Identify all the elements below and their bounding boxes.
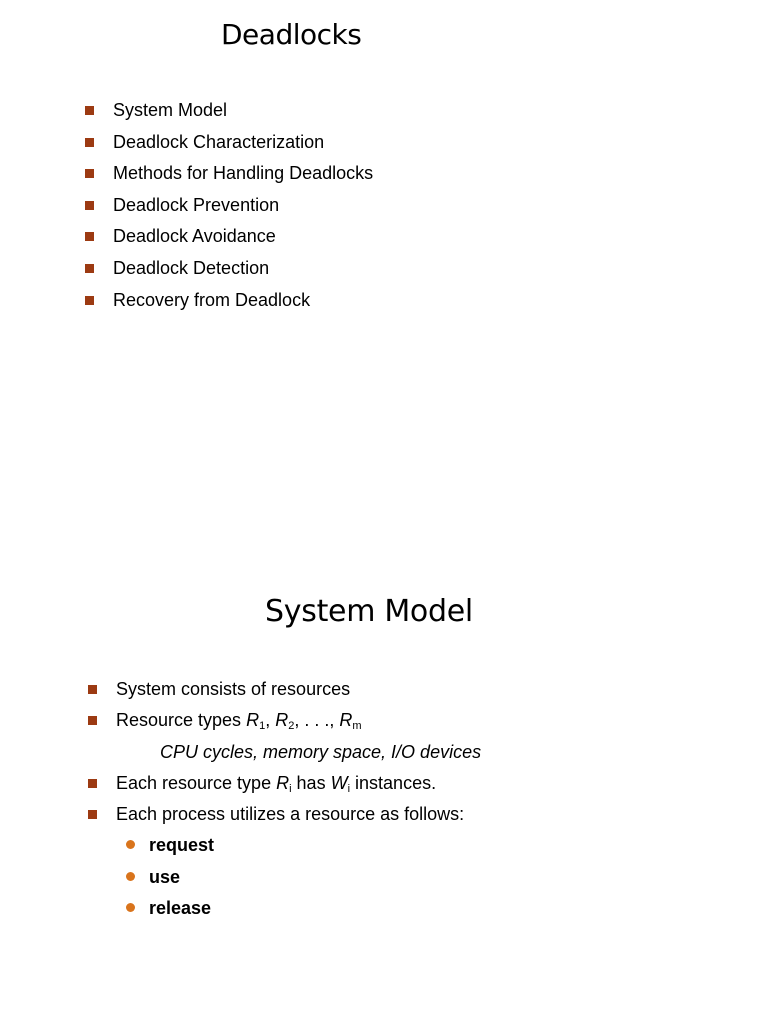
square-bullet-icon bbox=[85, 201, 94, 210]
square-bullet-icon bbox=[88, 779, 97, 788]
square-bullet-icon bbox=[85, 169, 94, 178]
list-item: Deadlock Characterization bbox=[85, 128, 373, 160]
square-bullet-icon bbox=[88, 716, 97, 725]
slide-title: System Model bbox=[265, 594, 473, 629]
list-item: Methods for Handling Deadlocks bbox=[85, 159, 373, 191]
list-item: Each process utilizes a resource as follows: bbox=[88, 800, 481, 831]
list-item: Deadlock Avoidance bbox=[85, 222, 373, 254]
list-item: Each resource type $R_i$ has $W_i$ instances. bbox=[88, 769, 481, 800]
square-bullet-icon bbox=[85, 106, 94, 115]
list-item: Deadlock Prevention bbox=[85, 191, 373, 223]
list-item: Recovery from Deadlock bbox=[85, 286, 373, 318]
sub-list-item: use bbox=[88, 863, 481, 894]
round-bullet-icon bbox=[126, 840, 135, 849]
square-bullet-icon bbox=[85, 138, 94, 147]
continuation-text: CPU cycles, memory space, I/O devices bbox=[160, 741, 482, 762]
square-bullet-icon bbox=[88, 810, 97, 819]
square-bullet-icon bbox=[85, 296, 94, 305]
round-bullet-icon bbox=[126, 872, 135, 881]
round-bullet-icon bbox=[126, 903, 135, 912]
square-bullet-icon bbox=[88, 685, 97, 694]
sub-list-item: request bbox=[88, 831, 481, 862]
list-item: Deadlock Detection bbox=[85, 254, 373, 286]
bullet-list bbox=[88, 675, 481, 925]
square-bullet-icon bbox=[85, 232, 94, 241]
topic-list bbox=[85, 96, 373, 317]
sub-list-item: release bbox=[88, 894, 481, 925]
list-item: System consists of resources bbox=[88, 675, 481, 706]
square-bullet-icon bbox=[85, 264, 94, 273]
slide-title: Deadlocks bbox=[221, 18, 362, 51]
list-item: Resource types $R_1$, $R_2$, . . ., $R_m$ bbox=[88, 706, 481, 737]
list-item: System Model bbox=[85, 96, 373, 128]
slide-system-model bbox=[0, 512, 768, 1024]
